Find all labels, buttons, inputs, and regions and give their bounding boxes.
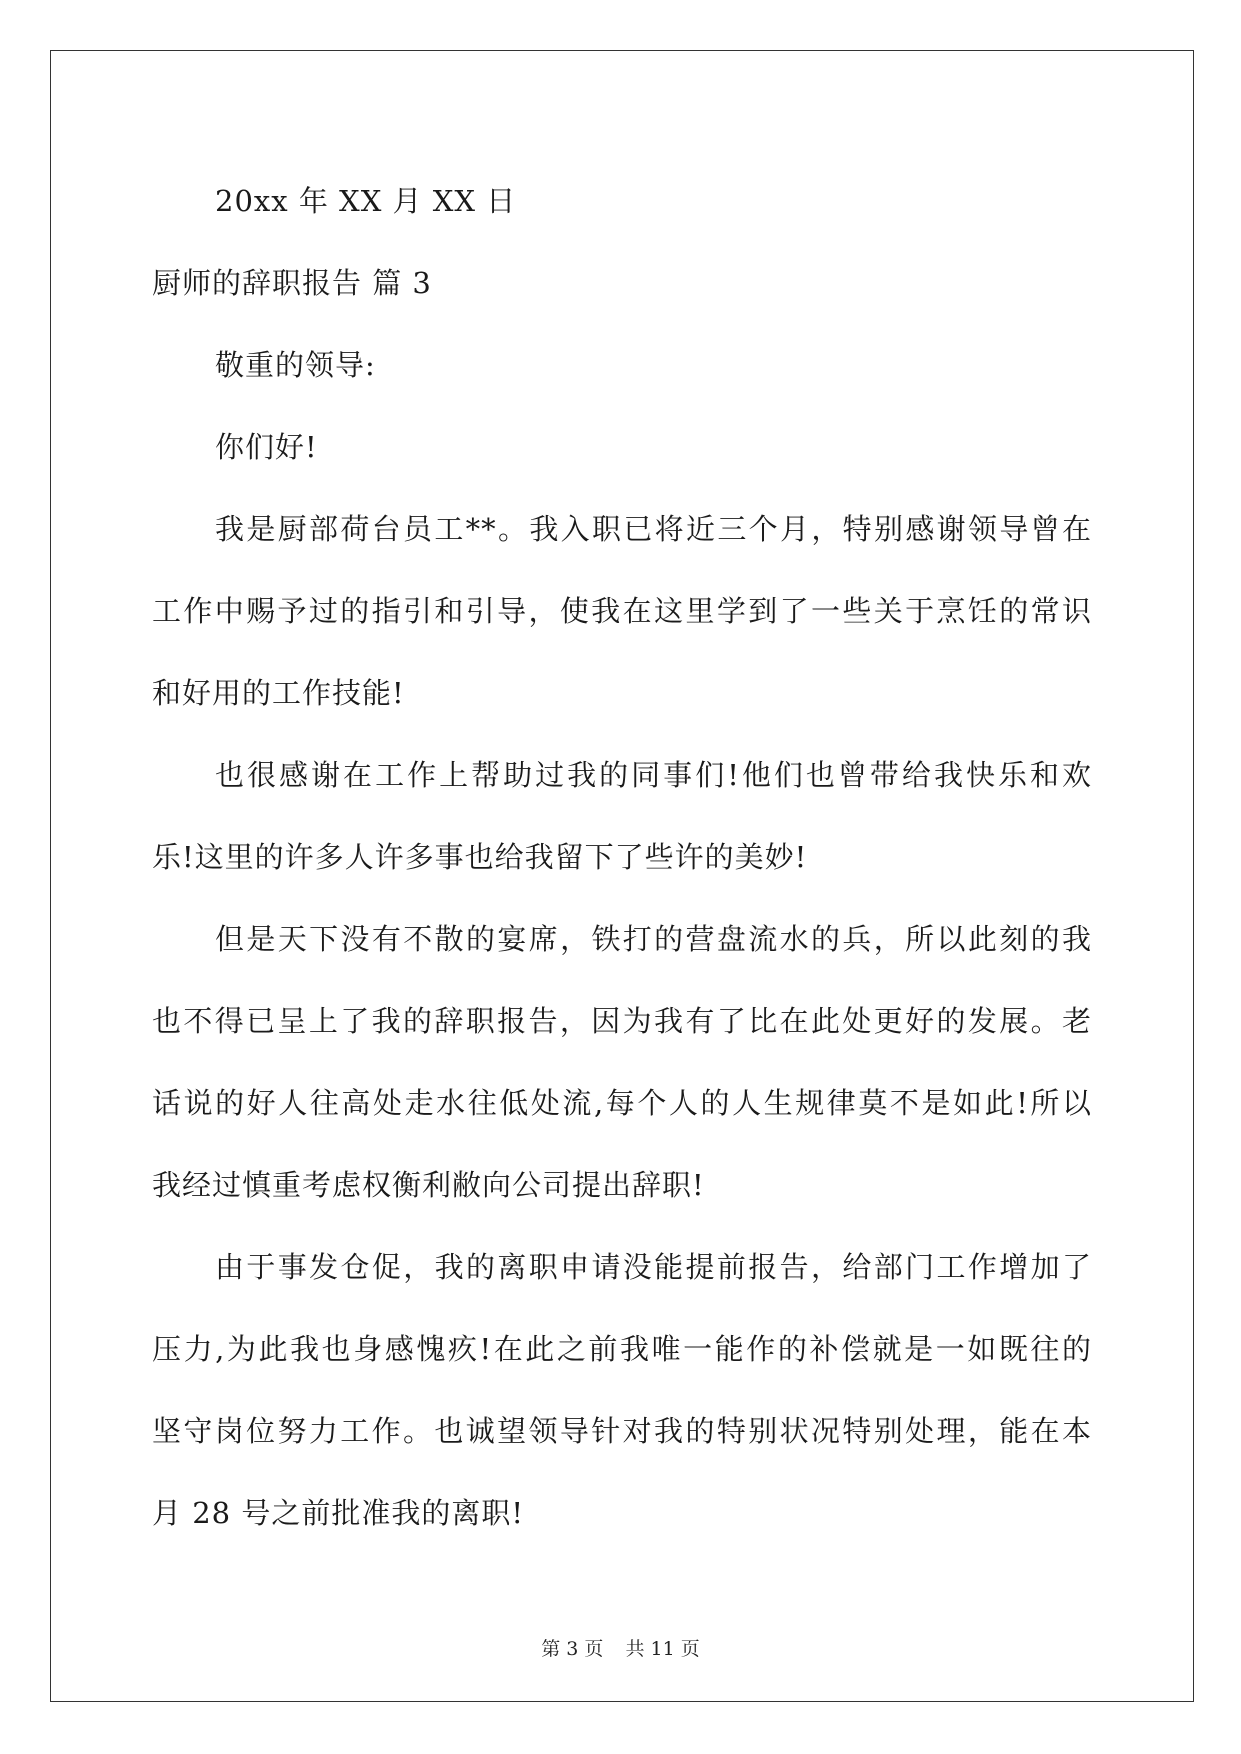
page-number-current: 第 3 页 (541, 1638, 604, 1660)
date-line: 20xx 年 XX 月 XX 日 (215, 184, 517, 218)
paragraph (152, 898, 1092, 1226)
paragraph-line: 由于事发仓促，我的离职申请没能提前报告，给部门工作增加了 (215, 1250, 1092, 1284)
paragraph-line: 压力,为此我也身感愧疚!在此之前我唯一能作的补偿就是一如既往的 (152, 1332, 1092, 1366)
paragraph-line: 乐!这里的许多人许多事也给我留下了些许的美妙! (152, 840, 808, 874)
paragraph-line: 也不得已呈上了我的辞职报告，因为我有了比在此处更好的发展。老 (152, 1004, 1092, 1038)
paragraph-line: 我经过慎重考虑权衡利敝向公司提出辞职! (152, 1168, 705, 1202)
paragraph (152, 734, 1092, 898)
paragraph (152, 1226, 1092, 1554)
paragraph-line: 也很感谢在工作上帮助过我的同事们!他们也曾带给我快乐和欢 (215, 758, 1092, 792)
page-footer (0, 1634, 1241, 1661)
paragraph-line: 但是天下没有不散的宴席，铁打的营盘流水的兵，所以此刻的我 (215, 922, 1092, 956)
paragraph-line: 和好用的工作技能! (152, 676, 405, 710)
greeting: 你们好! (215, 430, 318, 464)
paragraph-line: 月 28 号之前批准我的离职! (152, 1496, 524, 1530)
paragraph (152, 488, 1092, 734)
paragraph-line: 坚守岗位努力工作。也诚望领导针对我的特别状况特别处理，能在本 (152, 1414, 1092, 1448)
paragraph-line: 话说的好人往高处走水往低处流,每个人的人生规律莫不是如此!所以 (152, 1086, 1092, 1120)
paragraph-line: 工作中赐予过的指引和引导，使我在这里学到了一些关于烹饪的常识 (152, 594, 1092, 628)
section-title: 厨师的辞职报告 篇 3 (152, 266, 432, 300)
document-body (152, 160, 1092, 1554)
paragraph-line: 我是厨部荷台员工**。我入职已将近三个月，特别感谢领导曾在 (215, 512, 1092, 546)
page-number-total: 共 11 页 (625, 1638, 700, 1660)
salutation: 敬重的领导: (215, 348, 376, 382)
